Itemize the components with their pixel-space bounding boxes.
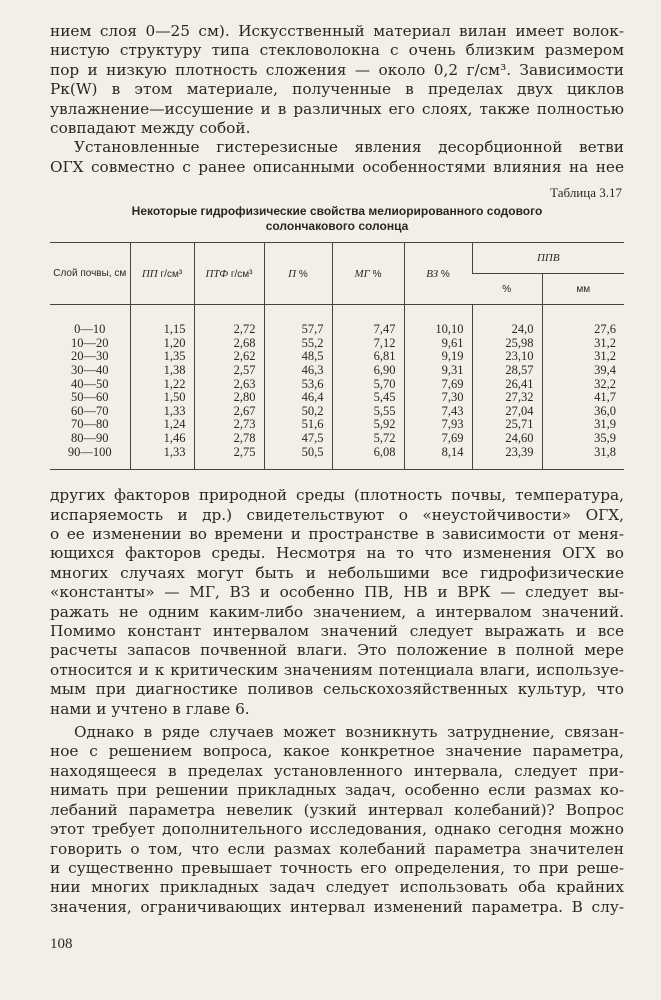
table-cell: 9,61	[404, 337, 472, 351]
table-cell: 6,08	[332, 446, 404, 460]
table-title-line: солончакового солонца	[265, 219, 409, 234]
table-cell: 35,9	[542, 432, 624, 446]
col-header-ptf	[194, 243, 264, 305]
col-header-pp	[130, 243, 194, 305]
table-cell: 70—80	[71, 417, 109, 432]
table-cell: 31,2	[542, 337, 624, 351]
text-line: расчеты запасов почвенной влаги. Это положение в полной мере	[50, 641, 624, 660]
table-row	[50, 432, 624, 446]
text-line: нимать при решении прикладных задач, особенно если размах ко-	[50, 781, 624, 800]
table-spacer-row	[50, 305, 624, 324]
table-row	[50, 350, 624, 364]
text-line: нами и учтено в главе 6.	[50, 699, 250, 718]
table-cell: 51,6	[264, 418, 332, 432]
table-title-line: Некоторые гидрофизические свойства мелиорированного содового	[131, 204, 543, 219]
table-cell: 10—20	[71, 335, 109, 350]
paragraph-2	[50, 138, 624, 177]
text-line: пор и низкую плотность сложения — около 0,2 г/см³. Зависимости	[50, 60, 624, 79]
table-cell: 31,9	[542, 418, 624, 432]
text-line: Pк(W) в этом материале, полученные в пределах двух циклов	[50, 80, 624, 99]
col-header-vz	[404, 243, 472, 305]
table-cell: 50,2	[264, 405, 332, 419]
col-header-layer: Слой почвы, см	[50, 243, 130, 305]
book-page	[50, 22, 624, 917]
col-header-ppv-mm: мм	[542, 274, 624, 305]
paragraph-4	[50, 723, 624, 917]
table-cell: 7,93	[404, 418, 472, 432]
text-line: значения, ограничивающих интервал изменений параметра. В слу-	[50, 897, 624, 916]
table-cell: 32,2	[542, 378, 624, 392]
table-row	[50, 391, 624, 405]
table-cell: 36,0	[542, 405, 624, 419]
text-line: «константы» — МГ, ВЗ и особенно ПВ, НВ и ВРК — следует вы-	[50, 583, 624, 602]
col-abbr: ПП	[141, 267, 158, 280]
table-cell: 2,68	[194, 337, 264, 351]
page-number: 108	[50, 936, 73, 952]
col-abbr: ВЗ	[426, 267, 439, 280]
table-cell: 5,45	[332, 391, 404, 405]
text-line: и существенно превышает точность его определения, то при реше-	[50, 858, 624, 877]
text-line: Однако в ряде случаев может возникнуть затруднение, связан-	[74, 723, 624, 742]
table-row	[50, 364, 624, 378]
table-cell: 2,73	[194, 418, 264, 432]
text-line: находящееся в пределах установленного интервала, следует при-	[50, 761, 624, 780]
table-header-row	[50, 243, 624, 274]
table-cell: 20—30	[71, 349, 109, 364]
table-row	[50, 378, 624, 392]
col-unit: г/см³	[160, 268, 183, 280]
text-line: совпадают между собой.	[50, 119, 251, 138]
table-cell: 7,43	[404, 405, 472, 419]
col-abbr: МГ	[354, 267, 370, 280]
table-cell: 1,50	[130, 391, 194, 405]
text-line: этот требует дополнительного исследования, однако сегодня можно	[50, 820, 624, 839]
table-cell: 25,71	[472, 418, 542, 432]
col-abbr: П	[288, 267, 297, 280]
table-cell: 50—60	[71, 390, 109, 405]
table-cell: 55,2	[264, 337, 332, 351]
table-cell: 1,33	[130, 405, 194, 419]
text-line: ражать не одним каким-либо значением, а интервалом значений.	[50, 602, 624, 621]
table-cell: 40—50	[71, 376, 109, 391]
table-cell: 47,5	[264, 432, 332, 446]
table-cell: 1,22	[130, 378, 194, 392]
table-cell: 23,10	[472, 350, 542, 364]
col-unit: г/см³	[230, 268, 253, 280]
table-cell: 46,4	[264, 391, 332, 405]
table-cell: 8,14	[404, 446, 472, 460]
col-header-mg	[332, 243, 404, 305]
table-cell: 2,72	[194, 323, 264, 337]
text-line: других факторов природной среды (плотность почвы, температура,	[50, 486, 624, 505]
table-cell: 48,5	[264, 350, 332, 364]
table-cell: 2,75	[194, 446, 264, 460]
table-cell: 5,72	[332, 432, 404, 446]
table-cell: 57,7	[264, 323, 332, 337]
col-abbr: ППВ	[536, 252, 560, 265]
table-cell: 6,81	[332, 350, 404, 364]
text-line: лебаний параметра невелик (узкий интервал колебаний)? Вопрос	[50, 800, 624, 819]
table-cell: 1,38	[130, 364, 194, 378]
table-cell: 90—100	[67, 444, 112, 459]
text-line: увлажнение—иссушение и в различных его слоях, также полностью	[50, 99, 624, 118]
table-cell: 5,92	[332, 418, 404, 432]
table-cell: 27,32	[472, 391, 542, 405]
col-unit: %	[440, 268, 450, 280]
table-body	[50, 305, 624, 470]
table-cell: 27,04	[472, 405, 542, 419]
text-line: мым при диагностике поливов сельскохозяйственных культур, что	[50, 680, 624, 699]
col-unit: %	[372, 268, 382, 280]
text-line: ющихся факторов среды. Несмотря на то что изменения ОГХ во	[50, 544, 624, 563]
table-cell: 7,69	[404, 432, 472, 446]
table-cell: 7,30	[404, 391, 472, 405]
text-line: о ее изменении во времени и пространстве в зависимости от меня-	[50, 525, 624, 543]
text-line: многих случаях могут быть и небольшими все гидрофизические	[50, 563, 624, 582]
col-header-ppv-pct: %	[472, 274, 542, 305]
table-cell: 2,80	[194, 391, 264, 405]
table-cell: 1,15	[130, 323, 194, 337]
text-line: относится и к критическим значениям потенциала влаги, используе-	[50, 660, 624, 679]
table-cell: 1,24	[130, 418, 194, 432]
text-line: Помимо констант интервалом значений следует выражать и все	[50, 622, 624, 641]
paragraph-1	[50, 22, 624, 138]
table-cell: 1,46	[130, 432, 194, 446]
text-line: ОГХ совместно с ранее описанными особенностями влияния на нее	[50, 157, 624, 176]
table-cell: 60—70	[71, 403, 109, 418]
table-cell: 6,90	[332, 364, 404, 378]
table-cell: 39,4	[542, 364, 624, 378]
table-cell: 9,31	[404, 364, 472, 378]
table-cell: 2,57	[194, 364, 264, 378]
table-cell: 31,2	[542, 350, 624, 364]
table-cell: 28,57	[472, 364, 542, 378]
col-header-p	[264, 243, 332, 305]
table-cell: 1,20	[130, 337, 194, 351]
table-caption: Таблица 3.17	[550, 185, 622, 201]
table-cell: 5,55	[332, 405, 404, 419]
text-line: нистую структуру типа стекловолокна с очень близким размером	[50, 41, 624, 60]
table-row	[50, 446, 624, 460]
table-row	[50, 405, 624, 419]
table-cell: 2,62	[194, 350, 264, 364]
table-cell: 7,47	[332, 323, 404, 337]
table-row	[50, 337, 624, 351]
table-cell: 5,70	[332, 378, 404, 392]
table-row	[50, 323, 624, 337]
table-cell: 1,33	[130, 446, 194, 460]
table-cell: 0—10	[74, 322, 106, 337]
table-cell: 27,6	[542, 323, 624, 337]
table-cell: 9,19	[404, 350, 472, 364]
table-cell: 41,7	[542, 391, 624, 405]
text-line: Установленные гистерезисные явления десорбционной ветви	[74, 138, 624, 157]
table-cell: 46,3	[264, 364, 332, 378]
table-row	[50, 418, 624, 432]
table-cell: 2,67	[194, 405, 264, 419]
col-header-ppv	[472, 243, 624, 274]
table-cell: 10,10	[404, 323, 472, 337]
text-line: нии многих прикладных задач следует использовать оба крайних	[50, 878, 624, 897]
table-cell: 1,35	[130, 350, 194, 364]
table-cell: 25,98	[472, 337, 542, 351]
table-cell: 7,69	[404, 378, 472, 392]
table-title	[50, 204, 624, 234]
table-cell: 30—40	[71, 363, 109, 378]
table-cell: 2,63	[194, 378, 264, 392]
table-cell: 23,39	[472, 446, 542, 460]
text-line: нием слоя 0—25 см). Искусственный материал вилан имеет волок-	[50, 22, 624, 40]
text-line: ное с решением вопроса, какое конкретное значение параметра,	[50, 742, 624, 761]
table-spacer-row	[50, 459, 624, 470]
paragraph-3	[50, 486, 624, 719]
text-line: говорить о том, что если размах колебаний параметра значителен	[50, 839, 624, 858]
table-cell: 50,5	[264, 446, 332, 460]
table-cell: 7,12	[332, 337, 404, 351]
table-cell: 31,8	[542, 446, 624, 460]
table-cell: 80—90	[71, 431, 109, 445]
col-unit: %	[298, 268, 308, 280]
table-cell: 24,0	[472, 323, 542, 337]
properties-table	[50, 242, 624, 470]
table-cell: 26,41	[472, 378, 542, 392]
col-abbr: ПТФ	[205, 267, 229, 280]
table-cell: 2,78	[194, 432, 264, 446]
table-cell: 24,60	[472, 432, 542, 446]
table-cell: 53,6	[264, 378, 332, 392]
text-line: испаряемость и др.) свидетельствуют о «неустойчивости» ОГХ,	[50, 505, 624, 524]
